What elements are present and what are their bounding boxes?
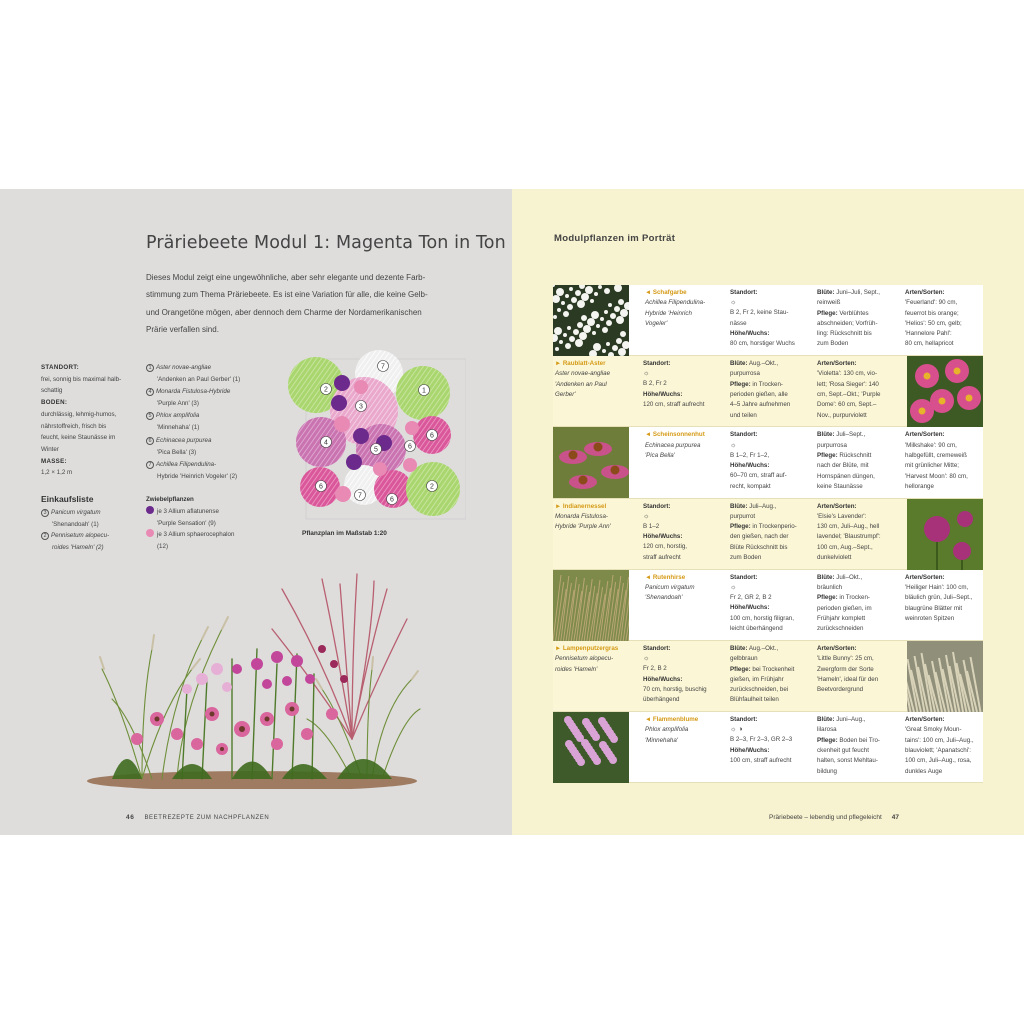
bluete-cell: Blüte: Juli–Okt., bräunlich Pflege: in Trocken- perioden gießen, im Frühjahr komplett zurückschneiden [817,573,872,633]
plant-number: 4 [146,388,154,396]
sun-icon: ☼ [730,299,737,307]
plant-name: ◄ Rutenhirse [645,573,686,581]
plan-label: 7 [358,492,362,500]
intro-line: und Orangetöne mögen, aber dennoch dem Charme der Nordamerikanischen [146,307,422,317]
aster-photo [907,356,983,427]
table-row [553,285,983,356]
page-title: Präriebeete Modul 1: Magenta Ton in Ton [146,233,506,253]
plant-name: ◄ Schafgarbe [645,289,687,296]
standort-label: STANDORT: [41,364,79,371]
standort-cell: Standort: ☼ B 2, Fr 2 Höhe/Wuchs: 120 cm, straff aufrecht [643,360,705,409]
table-row [553,712,983,783]
bluete-cell: Blüte: Juli–Sept., purpurrosa Pflege: Rückschnitt nach der Blüte, mit Hornspänen düngen, keine Staunässe [817,431,875,490]
intro-line: Prärie verfallen sind. [146,325,219,335]
plant-name: ◄ Scheinsonnenhut [645,431,705,439]
planting-plan [276,339,466,524]
table-row [553,356,983,427]
panicum-photo [553,570,629,641]
standort-value: schattig [41,387,63,395]
pennisetum-photo [907,641,983,712]
purple-dot-icon [146,506,154,514]
masse-value: 1,2 × 1,2 m [41,469,73,477]
plan-label: 5 [374,446,378,454]
bluete-cell: Blüte: Aug.–Okt., gelbbraun Pflege: bei Trockenheit gießen, im Frühjahr zurückschneiden, bei Blühfaulheit teilen [730,644,795,704]
page-number: 46 [126,814,135,821]
sun-icon: ☼ ◑ [730,726,743,734]
bed-illustration [82,569,422,789]
plant-name-cell: ◄ Rutenhirse Panicum virgatum 'Shenandoah' [645,573,695,602]
plan-label: 7 [381,363,385,371]
plant-name: ► Raublatt-Aster [555,360,606,368]
boden-value: durchlässig, lehmig-humos, [41,410,117,418]
plant-name-cell: ► Lampenputzergras Pennisetum alopecu- roides 'Hameln' [555,644,619,673]
arten-cell: Arten/Sorten: 'Elsie's Lavender': 130 cm, Juli–Aug., hell lavendel; 'Blaustrumpf': 100 cm, Aug.–Sept., dunkelviolett [817,502,881,562]
right-footer [769,814,899,821]
arten-cell: Arten/Sorten: 'Feuerland': 90 cm, feuerrot bis orange; 'Helios': 50 cm, gelb; 'Hannelore Pahl': 80 cm, hellapricot [905,289,962,348]
table-row [553,499,983,570]
boden-value: feucht, keine Staunässe im [41,434,116,442]
plan-label: 2 [324,386,328,394]
standort-cell: Standort: ☼ Fr 2, GR 2, B 2 Höhe/Wuchs: 100 cm, horstig filigran, leicht überhängend [730,573,794,632]
plant-number: 5 [146,412,154,420]
plant-number: 6 [146,437,154,445]
shopping-item: 3 Panicum virgatum [41,507,141,519]
plan-caption: Pflanzplan im Maßstab 1:20 [302,530,387,537]
sun-icon: ☼ [730,441,737,449]
plan-label: 3 [359,403,363,411]
plant-name-cell: ◄ Schafgarbe Achillea Filipendulina- Hybride 'Heinrich Vogeler' [645,289,706,327]
left-page [0,189,512,835]
bulb-item: je 3 Allium sphaerocephalon [146,529,276,541]
intro-line: stimmung zum Thema Präriebeete. Es ist eine Variation für alle, die keine Gelb- [146,290,428,300]
plant-list: 1 Aster novae-angliae 'Andenken an Paul Gerber' (1) 4 Monarda Fistulosa-Hybride 'Purple Ann' (3) 5 Phlox amplifolia 'Minnehaha' (1) 6 Echinacea purpurea 'Pica Bella' (3) 7 Achillea Filipendulina- Hybride 'Heinrich Vogeler' (2) [146,362,276,483]
plant-list-item: 1 Aster novae-angliae [146,362,276,374]
plan-label: 6 [408,443,412,451]
bulb-list-heading: Zwiebelpflanzen [146,496,194,503]
intro-paragraph [146,269,446,339]
plan-label: 4 [324,439,328,447]
sun-icon: ☼ [643,370,650,378]
standort-value: frei, sonnig bis maximal halb- [41,375,122,383]
bluete-cell: Blüte: Juni–Juli, Sept., reinweiß Pflege: Verblühtes abschneiden; Vorfrüh- ling: Rückschnitt bis zum Boden [817,289,880,348]
plant-name-cell: ► Indianernessel Monarda Fistulosa- Hybride 'Purple Ann' [555,502,611,531]
page-number: 47 [891,814,899,821]
running-title: BEETREZEPTE ZUM NACHPFLANZEN [144,815,270,821]
plan-label: 6 [430,432,434,440]
left-footer [126,814,269,821]
plan-label: 1 [422,387,426,395]
bluete-cell: Blüte: Juni–Aug., lilarosa Pflege: Boden bei Tro- ckenheit gut feucht halten, sonst Mehltau- bildung [817,716,880,775]
plant-portrait-table [553,285,983,783]
plant-name-cell: ► Raublatt-Aster Aster novae-angliae 'Andenken an Paul Gerber' [555,360,611,399]
echinacea-photo [553,427,629,498]
plant-number: 1 [146,364,154,372]
standort-cell: Standort: ☼ B 1–2 Höhe/Wuchs: 120 cm, horstig, straff aufrecht [643,502,688,561]
shopping-item: 2 Pennisetum alopecu- [41,530,141,542]
arten-cell: Arten/Sorten: 'Little Bunny': 25 cm, Zwergform der Sorte 'Hameln', ideal für den Beetvordergrund [817,644,879,694]
plant-list-item: 4 Monarda Fistulosa-Hybride [146,386,276,398]
plant-name-cell: ◄ Scheinsonnenhut Echinacea purpurea 'Pica Bella' [645,431,705,459]
plan-label: 6 [390,496,394,504]
shopping-list-heading: Einkaufsliste [41,494,94,504]
standort-cell: Standort: ☼ B 2, Fr 2, keine Stau- nässe Höhe/Wuchs: 80 cm, horstiger Wuchs [730,289,795,348]
book-spread [0,189,1024,835]
bulb-item: je 3 Allium aflatunense [146,506,276,518]
bluete-cell: Blüte: Aug.–Okt., purpurrosa Pflege: in Trocken- perioden gießen, alle 4–5 Jahre aufnehmen und teilen [730,360,791,419]
table-row [553,570,983,641]
plant-name: ► Indianernessel [555,502,607,510]
boden-value: nährstoffreich, frisch bis [41,422,107,430]
plan-label: 6 [319,483,323,491]
running-title: Präriebeete – lebendig und pflegeleicht [769,814,882,821]
portrait-heading: Modulpflanzen im Porträt [554,233,676,244]
sun-icon: ☼ [643,512,650,520]
bulb-list: Zwiebelpflanzen je 3 Allium aflatunense 'Purple Sensation' (9) je 3 Allium sphaerocephalon (12) [146,493,276,552]
boden-value: Winter [41,445,59,453]
standort-cell: Standort: ☼ Fr 2, B 2 Höhe/Wuchs: 70 cm, horstig, buschig überhängend [643,644,707,704]
masse-label: MASSE: [41,457,67,465]
sun-icon: ☼ [643,655,650,663]
monarda-photo [907,499,983,570]
plant-list-item: 6 Echinacea purpurea [146,435,276,447]
sun-icon: ☼ [730,584,737,592]
plan-label: 2 [430,483,434,491]
standort-cell: Standort: ☼ B 1–2, Fr 1–2, Höhe/Wuchs: 60–70 cm, straff auf- recht, kompakt [730,431,787,490]
plant-name: ◄ Flammenblume [645,716,699,724]
table-row [553,427,983,498]
intro-line: Dieses Modul zeigt eine ungewöhnliche, aber sehr elegante und dezente Farb- [146,273,426,282]
plant-name-cell: ◄ Flammenblume Phlox amplifolia 'Minnehaha' [645,716,699,744]
boden-label: BODEN: [41,399,68,407]
phlox-photo [553,712,629,783]
plant-name: ► Lampenputzergras [555,644,619,652]
standort-cell: Standort: ☼ ◑ B 2–3, Fr 2–3, GR 2–3 Höhe/Wuchs: 100 cm, straff aufrecht [730,716,793,765]
plant-list-item: 5 Phlox amplifolia [146,410,276,422]
yarrow-photo [553,285,629,356]
bluete-cell: Blüte: Juli–Aug., purpurrot Pflege: in Trockenperio- den gießen, nach der Blüte Rückschnitt bis zum Boden [730,502,797,562]
arten-cell: Arten/Sorten: 'Milkshake': 90 cm, halbgefüllt, cremeweiß mit grünlicher Mitte; 'Harvest Moon': 80 cm, hellorange [905,431,968,490]
plant-list-item: 7 Achillea Filipendulina- [146,459,276,471]
site-info [41,362,141,479]
right-page [512,189,1024,835]
arten-cell: Arten/Sorten: 'Heiliger Hain': 100 cm, bläulich grün, Juli–Sept., blaugrüne Blätter mit weinroten Spitzen [905,573,973,622]
shopping-list: Einkaufsliste 3 Panicum virgatum 'Shenandoah' (1) 2 Pennisetum alopecu- roides 'Hameln' (2) [41,493,141,553]
arten-cell: Arten/Sorten: 'Violetta': 130 cm, vio- lett; 'Rosa Sieger': 140 cm, Sept.–Okt.; 'Purple Dome': 60 cm, Sept.– Nov., purpurviolett [817,360,881,419]
arten-cell: Arten/Sorten: 'Great Smoky Moun- tains': 100 cm, Juli–Aug., blauviolett; 'Apanatschi': 100 cm, Juli–Aug., rosa, dunkles Auge [905,716,974,775]
pink-dot-icon [146,529,154,537]
table-row [553,641,983,712]
plant-number: 7 [146,461,154,469]
